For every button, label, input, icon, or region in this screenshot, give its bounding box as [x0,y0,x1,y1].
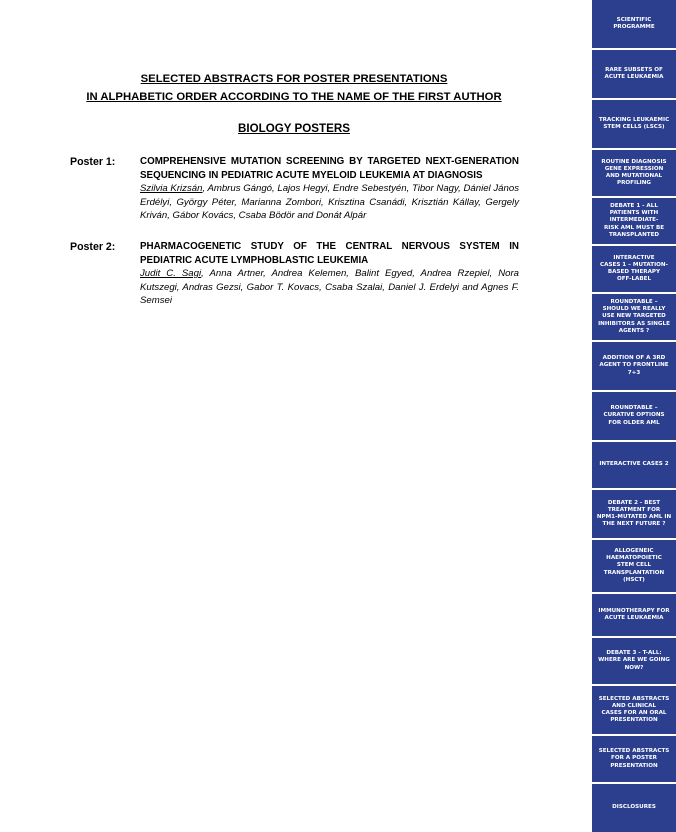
sidebar-item-label: INTERACTIVE CASES 2 [599,461,669,468]
poster-authors [140,182,519,223]
sidebar-item-interactive-cases-1[interactable] [592,246,676,292]
sidebar-item-label: ROUNDTABLE – CURATIVE OPTIONS FOR OLDER AML [603,405,665,426]
heading-line-1: SELECTED ABSTRACTS FOR POSTER PRESENTATIONS [140,73,448,85]
sidebar-item-label: DEBATE 1 - ALL PATIENTS WITH INTERMEDIATE- RISK AML MUST BE TRANSPLANTED [603,202,665,238]
sidebar-item-rare-subsets[interactable] [592,50,676,98]
presenting-author: Judit C. Sagi [140,268,202,280]
poster-title: COMPREHENSIVE MUTATION SCREENING BY TARGETED NEXT-GENERATION SEQUENCING IN PEDIATRIC ACUTE MYELOID LEUKEMIA AT DIAGNOSIS [140,156,519,181]
sidebar-item-label: DEBATE 2 - BEST TREATMENT FOR NPM1-MUTATED AML IN THE NEXT FUTURE ? [596,499,672,528]
section-title: BIOLOGY POSTERS [238,122,350,135]
poster-body [140,155,519,223]
sidebar-navigation [592,0,676,832]
sidebar-item-label: ROUTINE DIAGNOSIS GENE EXPRESSION AND MUTATIONAL PROFILING [601,158,667,187]
sidebar-item-disclosures[interactable] [592,784,676,832]
sidebar-item-debate-1[interactable] [592,198,676,244]
sidebar-item-label: SELECTED ABSTRACTS FOR A POSTER PRESENTATION [598,748,670,769]
sidebar-item-label: RARE SUBSETS OF ACUTE LEUKAEMIA [604,66,664,80]
sidebar-item-label: ALLOGENEIC HAEMATOPOIETIC STEM CELL TRANSPLANTATION (HSCT) [603,547,665,583]
sidebar-item-oral-abstracts[interactable] [592,686,676,734]
sidebar-item-roundtable-older-aml[interactable] [592,392,676,440]
sidebar-item-label: SELECTED ABSTRACTS AND CLINICAL CASES FOR AN ORAL PRESENTATION [598,695,670,724]
sidebar-item-label: INTERACTIVE CASES 1 – MUTATION- BASED THERAPY OFF-LABEL [600,254,668,283]
poster-body [140,240,519,308]
poster-title: PHARMACOGENETIC STUDY OF THE CENTRAL NERVOUS SYSTEM IN PEDIATRIC ACUTE LYMPHOBLASTIC LEUKEMIA [140,241,519,266]
sidebar-item-debate-3[interactable] [592,638,676,684]
sidebar-item-label: DEBATE 3 - T-ALL: WHERE ARE WE GOING NOW? [598,650,670,671]
sidebar-item-label: ADDITION OF A 3RD AGENT TO FRONTLINE 7+3 [599,355,669,376]
co-authors: , Anna Artner, Andrea Kelemen, Balint Egyed, Andrea Rzepiel, Nora Kutszegi, Andras Gezsi, Gabor T. Kovacs, Csaba Szalai, Daniel J. Erdelyi and Agnes F. Semsei [140,268,519,307]
page-heading [60,71,528,106]
poster-authors [140,267,519,308]
sidebar-item-label: SCIENTIFIC PROGRAMME [613,16,655,30]
sidebar-item-immunotherapy[interactable] [592,594,676,636]
sidebar-item-roundtable-targeted-inhibitors[interactable] [592,294,676,340]
presenting-author: Szilvia Krizsán [140,183,203,195]
poster-label: Poster 1: [70,156,116,168]
sidebar-item-label: ROUNDTABLE – SHOULD WE REALLY USE NEW TARGETED INHIBITORS AS SINGLE AGENTS ? [598,298,670,334]
sidebar-item-label: DISCLOSURES [612,804,656,811]
sidebar-item-allogeneic-hsct[interactable] [592,540,676,592]
heading-line-2: IN ALPHABETIC ORDER ACCORDING TO THE NAME OF THE FIRST AUTHOR [86,90,502,103]
sidebar-item-third-agent[interactable] [592,342,676,390]
co-authors: , Ambrus Gángó, Lajos Hegyi, Endre Sebestyén, Tibor Nagy, Dániel János Erdélyi, György Péter, Marianna Zombori, Krisztina Csanádi, Krisztián Kállay, Gergely Kriván, Gábor Kovács, Csaba Bödör and Donát Alpár [140,183,519,222]
poster-label: Poster 2: [70,241,116,253]
sidebar-item-routine-diagnosis[interactable] [592,150,676,196]
sidebar-item-label: TRACKING LEUKAEMIC STEM CELLS (LSCS) [598,116,670,130]
sidebar-item-poster-abstracts[interactable] [592,736,676,782]
sidebar-item-debate-2[interactable] [592,490,676,538]
sidebar-item-interactive-cases-2[interactable] [592,442,676,488]
sidebar-item-scientific-programme[interactable] [592,0,676,48]
sidebar-item-tracking-lscs[interactable] [592,100,676,148]
sidebar-item-label: IMMUNOTHERAPY FOR ACUTE LEUKAEMIA [598,607,670,621]
